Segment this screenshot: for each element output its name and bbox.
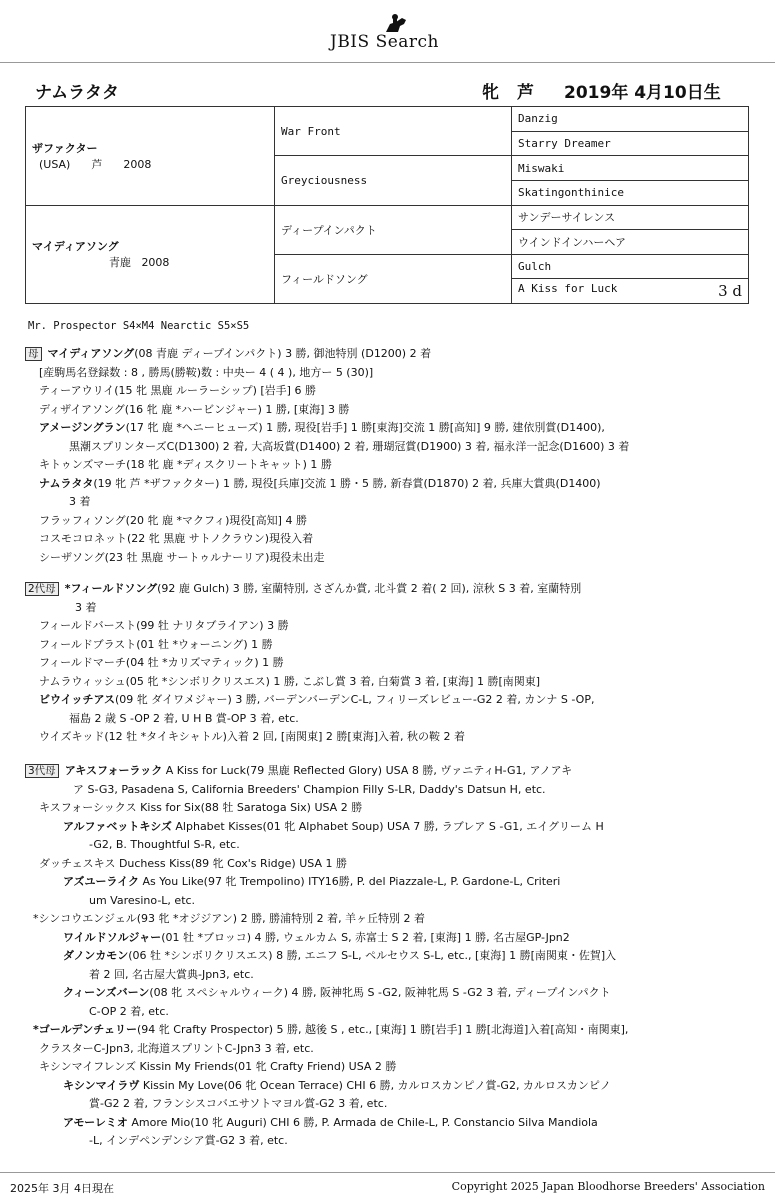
record-text: (92 鹿 Gulch) 3 勝, 室蘭特別, さざんか賞, 北斗賞 2 着( 2 回), 涼秋 S 3 着, 室蘭特別 — [157, 582, 582, 595]
record-text: フラッフィソング(20 牝 鹿 *マクフィ)現役[高知] 4 勝 — [39, 513, 307, 527]
inbreeding-crosses: Mr. Prospector S4×M4 Nearctic S5×S5 — [28, 320, 250, 332]
top-divider — [0, 62, 775, 63]
record-text: um Varesino-L, etc. — [89, 893, 196, 907]
family-line — [25, 438, 725, 457]
gen2-cell[interactable]: ディープインパクト — [275, 205, 512, 254]
record-text: ウイズキッド(12 牡 *タイキシャトル)入着 2 回, [南関東] 2 勝[東海]入着, 秋の鞍 2 着 — [39, 730, 465, 743]
family-line — [25, 345, 725, 364]
family-line — [25, 836, 725, 855]
sire-cell[interactable]: ザファクター (USA) 芦 2008 — [26, 107, 275, 206]
family-line — [25, 419, 725, 438]
family-line — [25, 475, 725, 494]
family-line — [25, 1095, 725, 1114]
gen3-cell[interactable]: Gulch — [512, 254, 749, 279]
dam-section — [25, 345, 725, 567]
family-line — [25, 1114, 725, 1133]
record-text: As You Like(97 牝 Trempolino) ITY16勝, P. del Piazzale-L, P. Gardone-L, Criteri — [139, 875, 561, 888]
gen3-cell[interactable]: Danzig — [512, 107, 749, 132]
horse-birth-date: 2019年 4月10日生 — [564, 83, 721, 103]
family-line — [25, 762, 725, 781]
record-text: ダッチェスキス Duchess Kiss(89 牝 Cox's Ridge) USA 1 勝 — [39, 856, 347, 870]
horse-link[interactable]: アモーレミオ — [63, 1115, 128, 1129]
family-line — [25, 799, 725, 818]
gen3-cell[interactable]: ウインドインハーヘア — [512, 230, 749, 255]
third-dam-section — [25, 762, 725, 1151]
record-text: キスフォーシックス Kiss for Six(88 牡 Saratoga Six) USA 2 勝 — [39, 801, 363, 814]
family-line — [25, 512, 725, 531]
inbreed-mark: 3 d — [718, 282, 742, 301]
horse-link[interactable]: ワイルドソルジャー — [63, 930, 162, 944]
record-text: 着 2 回, 名古屋大賞典-Jpn3, etc. — [89, 967, 254, 981]
gen3-cell[interactable]: サンデーサイレンス — [512, 205, 749, 230]
pedigree-table — [25, 106, 749, 304]
family-line — [25, 873, 725, 892]
family-line — [25, 947, 725, 966]
record-text: フィールドバースト(99 牡 ナリタブライアン) 3 勝 — [39, 619, 289, 632]
record-text: Amore Mio(10 牝 Auguri) CHI 6 勝, P. Armada de Chile-L, P. Constancio Silva Mandiola — [127, 1115, 598, 1129]
record-text: フィールドブラスト(01 牡 *ウォーニング) 1 勝 — [39, 637, 273, 651]
horse-link[interactable]: ナムラタタ — [39, 476, 94, 490]
family-line — [25, 1040, 725, 1059]
family-line — [25, 580, 725, 599]
horse-link[interactable]: *フィールドソング — [64, 582, 158, 595]
gen3-cell[interactable]: Starry Dreamer — [512, 131, 749, 156]
gen3-cell[interactable]: Miswaki — [512, 156, 749, 181]
horse-link[interactable]: アメージングラン — [39, 421, 126, 434]
record-text: (17 牝 鹿 *ヘニーヒューズ) 1 勝, 現役[岩手] 1 勝[東海]交流 1 勝[高知] 9 勝, 建依別賞(D1400), — [125, 421, 605, 434]
horse-link[interactable]: ビウイッチアス — [39, 693, 116, 706]
record-text: *シンコウエンジェル(93 牝 *オジジアン) 2 勝, 勝浦特別 2 着, 羊ヶ丘特別 2 着 — [33, 912, 426, 925]
record-text: A Kiss for Luck(79 黒鹿 Reflected Glory) USA 8 勝, ヴァニティH-G1, アノアキ — [162, 764, 573, 777]
dam-cell[interactable]: マイディアソング 青鹿 2008 — [26, 205, 275, 304]
family-line — [25, 728, 725, 747]
family-line — [25, 456, 725, 475]
family-line — [25, 910, 725, 929]
horse-link[interactable]: アズユーライク — [63, 875, 140, 888]
record-text: ナムラウィッシュ(05 牝 *シンボリクリスエス) 1 勝, こぶし賞 3 着, 白菊賞 3 着, [東海] 1 勝[南関東] — [39, 674, 541, 688]
family-line — [25, 493, 725, 512]
jbis-logo[interactable] — [330, 8, 460, 54]
record-text: キシンマイフレンズ Kissin My Friends(01 牝 Crafty Friend) USA 2 勝 — [39, 1060, 397, 1073]
record-text: Kissin My Love(06 牝 Ocean Terrace) CHI 6 勝, カルロスカンピノ賞-G2, カルロスカンピノ — [139, 1078, 611, 1092]
family-line — [25, 710, 725, 729]
record-text: [産駒馬名登録数 : 8 , 勝馬(勝鞍)数 : 中央ー 4 ( 4 ), 地方ー 5 (30)] — [39, 365, 374, 379]
horse-header — [35, 78, 725, 103]
family-line — [25, 599, 725, 618]
family-line — [25, 855, 725, 874]
bottom-divider — [0, 1172, 775, 1173]
record-text: -L, インデペンデンシア賞-G2 3 着, etc. — [89, 1134, 288, 1147]
family-line — [25, 1058, 725, 1077]
record-text: ディザイアソング(16 牝 鹿 *ハービンジャー) 1 勝, [東海] 3 勝 — [39, 402, 350, 416]
record-text: (94 牝 Crafty Prospector) 5 勝, 越後 S , etc., [東海] 1 勝[岩手] 1 勝[北海道]入着[高知・南関東], — [136, 1023, 629, 1036]
horse-link[interactable]: マイディアソング — [47, 347, 135, 360]
record-text: (06 牡 *シンボリクリスエス) 8 勝, エニフ S-L, ペルセウス S-L, etc., [東海] 1 勝[南関東・佐賀]入 — [128, 949, 617, 962]
family-line — [25, 781, 725, 800]
family-line — [25, 1077, 725, 1096]
gen3-cell[interactable]: Skatingonthinice — [512, 180, 749, 205]
horse-name: ナムラタタ — [35, 83, 119, 103]
record-text: コスモコロネット(22 牝 黒鹿 サトノクラウン)現役入着 — [39, 532, 314, 545]
family-line — [25, 818, 725, 837]
family-line — [25, 401, 725, 420]
record-text: 黒潮スプリンターズC(D1300) 2 着, 大高坂賞(D1400) 2 着, 珊瑚冠賞(D1900) 3 着, 福永洋一記念(D1600) 3 着 — [69, 439, 630, 453]
copyright: Copyright 2025 Japan Bloodhorse Breeders' Association — [451, 1180, 765, 1193]
gen2-cell[interactable]: War Front — [275, 107, 512, 156]
logo-text: JBIS Search — [330, 32, 440, 52]
record-text: シーザソング(23 牡 黒鹿 サートゥルナーリア)現役未出走 — [39, 550, 325, 564]
generation-tag: 母 — [25, 347, 42, 361]
record-text: (08 青鹿 ディープインパクト) 3 勝, 御池特別 (D1200) 2 着 — [134, 347, 432, 360]
record-text: C-OP 2 着, etc. — [89, 1004, 169, 1018]
record-text: 3 着 — [75, 600, 97, 614]
family-line — [25, 382, 725, 401]
record-text: フィールドマーチ(04 牡 *カリズマティック) 1 勝 — [39, 656, 284, 669]
record-text: -G2, B. Thoughtful S-R, etc. — [89, 838, 240, 851]
record-text: (01 牡 *ブロッコ) 4 勝, ウェルカム S, 赤富士 S 2 着, [東海] 1 勝, 名古屋GP-Jpn2 — [161, 930, 570, 944]
family-line — [25, 1003, 725, 1022]
second-dam-section — [25, 580, 725, 747]
horse-link[interactable]: クィーンズバーン — [63, 986, 150, 999]
generation-tag: 2代母 — [25, 582, 59, 596]
family-line — [25, 1132, 725, 1151]
horse-link[interactable]: アルファベットキシズ — [63, 819, 172, 833]
gen3-cell-last[interactable]: A Kiss for Luck 3 d — [512, 279, 749, 304]
as-of-date: 2025年 3月 4日現在 — [10, 1182, 114, 1195]
horse-sex: 牝 — [482, 83, 499, 103]
family-line — [25, 929, 725, 948]
family-line — [25, 549, 725, 568]
family-line — [25, 1021, 725, 1040]
record-text: クラスターC-Jpn3, 北海道スプリントC-Jpn3 3 着, etc. — [39, 1041, 314, 1055]
family-line — [25, 364, 725, 383]
family-line — [25, 654, 725, 673]
record-text: ティーアウリイ(15 牝 黒鹿 ルーラーシップ) [岩手] 6 勝 — [39, 384, 316, 397]
gen2-cell[interactable]: フィールドソング — [275, 254, 512, 303]
horse-link[interactable]: *ゴールデンチェリー — [33, 1023, 137, 1036]
record-text: キトゥンズマーチ(18 牝 鹿 *ディスクリートキャット) 1 勝 — [39, 458, 332, 471]
family-line — [25, 966, 725, 985]
record-text: 3 着 — [69, 495, 91, 508]
horse-rider-icon — [382, 12, 408, 34]
record-text: Alphabet Kisses(01 牝 Alphabet Soup) USA 7 勝, ラブレア S -G1, エイグリーム H — [171, 819, 604, 833]
record-text: 賞-G2 2 着, フランシスコバエサソトマヨル賞-G2 3 着, etc. — [89, 1097, 388, 1110]
record-text: ア S-G3, Pasadena S, California Breeders' Champion Filly S-LR, Daddy's Datsun H, etc. — [73, 782, 546, 796]
horse-link[interactable]: キシンマイラヴ — [63, 1078, 140, 1092]
horse-coat: 芦 — [517, 83, 534, 103]
record-text: 福島 2 歳 S -OP 2 着, U H B 賞-OP 3 着, etc. — [69, 711, 299, 725]
gen2-cell[interactable]: Greyciousness — [275, 156, 512, 205]
record-text: (08 牝 スペシャルウィーク) 4 勝, 阪神牝馬 S -G2, 阪神牝馬 S -G2 3 着, ディープインパクト — [149, 986, 611, 999]
family-line — [25, 617, 725, 636]
record-text: (09 牝 ダイワメジャー) 3 勝, バーデンバーデンC-L, フィリーズレビュー-G2 2 着, カンナ S -OP, — [115, 693, 595, 706]
family-line — [25, 636, 725, 655]
family-line — [25, 673, 725, 692]
family-line — [25, 892, 725, 911]
horse-link[interactable]: ダノンカモン — [63, 949, 129, 962]
horse-link[interactable]: アキスフォーラック — [64, 764, 163, 777]
family-line — [25, 691, 725, 710]
family-line — [25, 984, 725, 1003]
record-text: (19 牝 芦 *ザファクター) 1 勝, 現役[兵庫]交流 1 勝・5 勝, 新春賞(D1870) 2 着, 兵庫大賞典(D1400) — [93, 476, 601, 490]
generation-tag: 3代母 — [25, 764, 59, 778]
family-line — [25, 530, 725, 549]
